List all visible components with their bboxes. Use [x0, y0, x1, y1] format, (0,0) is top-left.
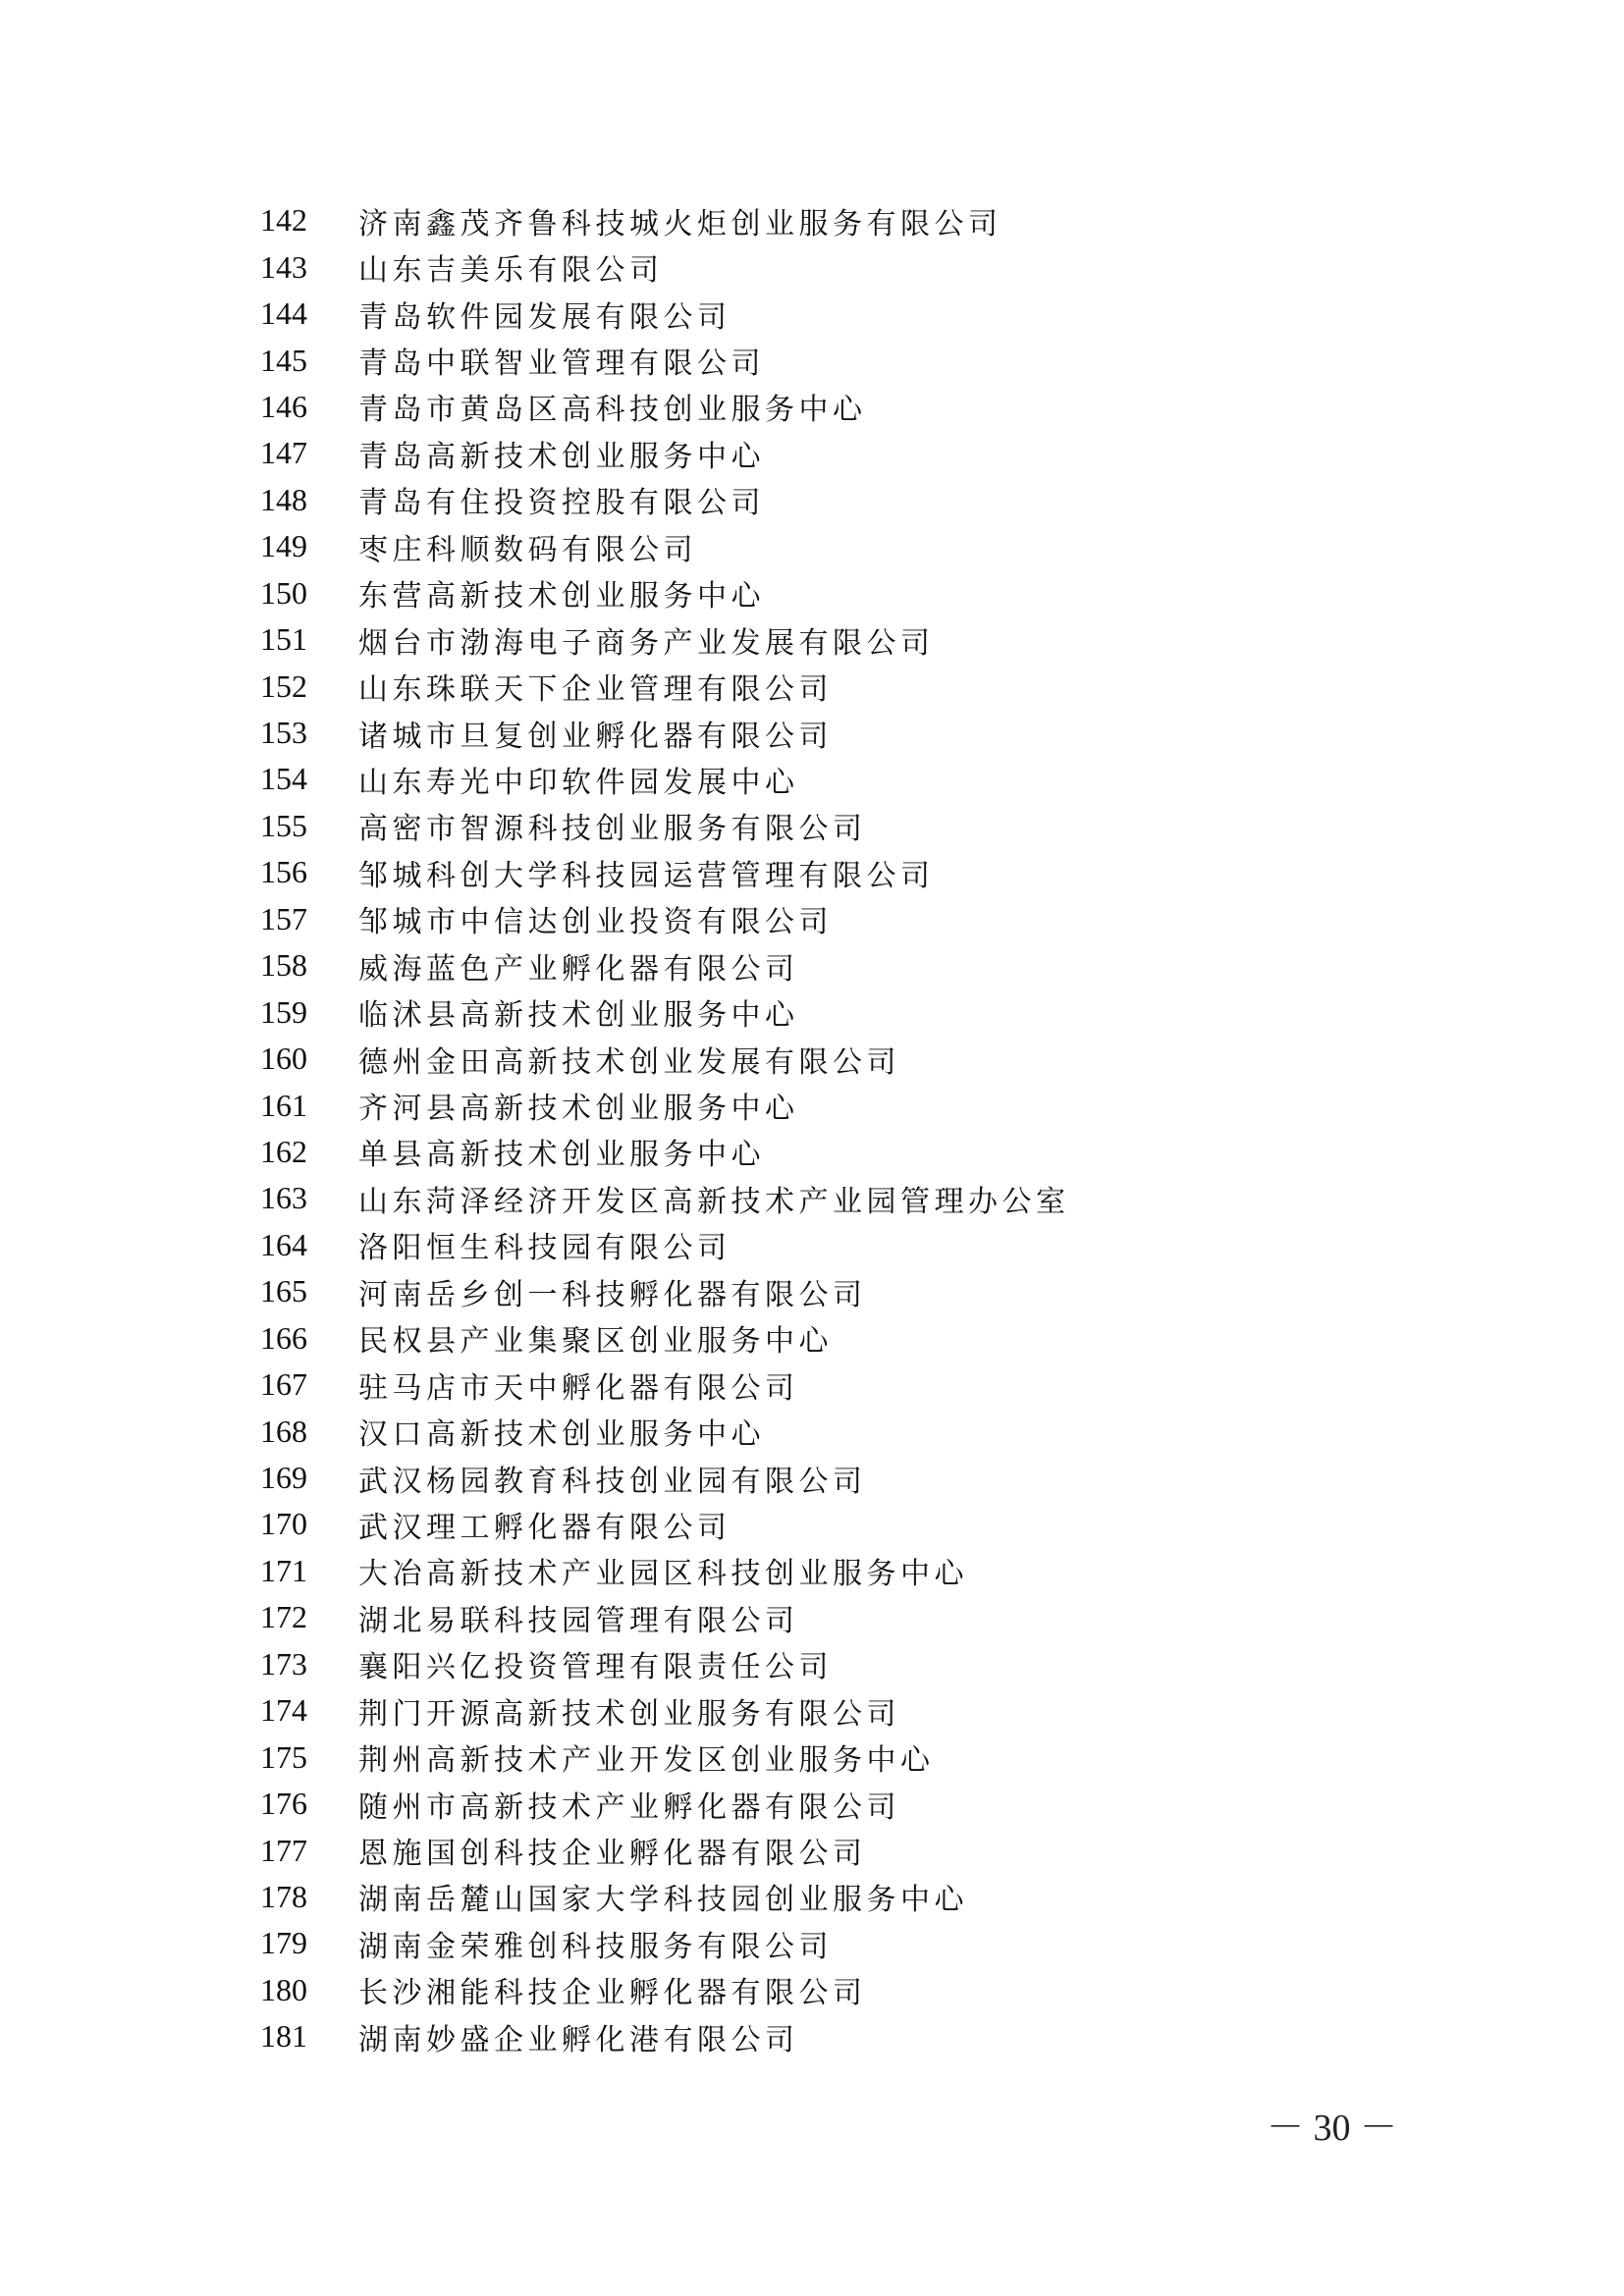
entry-number: 178: [260, 1878, 307, 1914]
entry-name: 东营高新技术创业服务中心: [358, 579, 765, 614]
entry-name: 山东珠联天下企业管理有限公司: [358, 672, 833, 708]
entry-name: 恩施国创科技企业孵化器有限公司: [358, 1837, 867, 1872]
list-item: [260, 1687, 1070, 1734]
list-item: [260, 384, 1070, 430]
entry-number: 156: [260, 854, 307, 890]
entry-number: 165: [260, 1273, 307, 1309]
entry-number: 175: [260, 1738, 307, 1775]
list-item: [260, 1594, 1070, 1640]
list-item: [260, 1920, 1070, 1966]
list-item: [260, 2013, 1070, 2059]
entry-number: 163: [260, 1180, 307, 1216]
entry-name: 湖南岳麓山国家大学科技园创业服务中心: [358, 1883, 968, 1918]
list-item: [260, 1781, 1070, 1827]
list-item: [260, 1641, 1070, 1687]
entry-name: 荆门开源高新技术创业服务有限公司: [358, 1696, 900, 1732]
entry-name: 齐河县高新技术创业服务中心: [358, 1092, 799, 1127]
entry-name: 湖南金荣雅创科技服务有限公司: [358, 1929, 833, 1964]
entry-name: 青岛软件园发展有限公司: [358, 299, 731, 335]
entry-number: 150: [260, 574, 307, 611]
list-item: [260, 1362, 1070, 1408]
entry-number: 143: [260, 248, 307, 285]
entry-name: 临沭县高新技术创业服务中心: [358, 998, 799, 1034]
entry-number: 167: [260, 1366, 307, 1403]
entry-name: 青岛有住投资控股有限公司: [358, 486, 765, 521]
entry-name: 湖北易联科技园管理有限公司: [358, 1603, 799, 1638]
page-number: － 30 －: [1267, 2108, 1398, 2149]
entry-number: 180: [260, 1971, 307, 2007]
entry-number: 155: [260, 807, 307, 843]
entry-number: 173: [260, 1645, 307, 1682]
list-item: [260, 1967, 1070, 2013]
entry-number: 179: [260, 1925, 307, 1961]
entry-name: 汉口高新技术创业服务中心: [358, 1417, 765, 1453]
entry-number: 154: [260, 761, 307, 797]
entry-number: 151: [260, 621, 307, 658]
entry-number: 164: [260, 1226, 307, 1262]
entry-name: 随州市高新技术产业孵化器有限公司: [358, 1789, 900, 1825]
list-item: [260, 1082, 1070, 1128]
entry-number: 158: [260, 947, 307, 984]
entry-name: 烟台市渤海电子商务产业发展有限公司: [358, 625, 935, 661]
list-item: [260, 942, 1070, 988]
list-item: [260, 430, 1070, 476]
entry-name: 襄阳兴亿投资管理有限责任公司: [358, 1650, 833, 1685]
list-item: [260, 570, 1070, 616]
entry-number: 166: [260, 1319, 307, 1356]
list-item: [260, 1827, 1070, 1873]
entry-number: 177: [260, 1832, 307, 1868]
list-item: [260, 663, 1070, 709]
entry-name: 单县高新技术创业服务中心: [358, 1138, 765, 1173]
list-item: [260, 1175, 1070, 1221]
list-item: [260, 1036, 1070, 1082]
entry-name: 青岛市黄岛区高科技创业服务中心: [358, 393, 867, 428]
list-item: [260, 197, 1070, 243]
list-item: [260, 1734, 1070, 1780]
entry-name: 青岛高新技术创业服务中心: [358, 439, 765, 474]
list-item: [260, 1548, 1070, 1594]
list-item: [260, 756, 1070, 802]
list-item: [260, 1315, 1070, 1362]
entry-name: 驻马店市天中孵化器有限公司: [358, 1370, 799, 1406]
list-item: [260, 988, 1070, 1035]
entry-name: 威海蓝色产业孵化器有限公司: [358, 951, 799, 987]
list-item: [260, 337, 1070, 383]
entry-name: 山东吉美乐有限公司: [358, 253, 664, 289]
list-item: [260, 1129, 1070, 1175]
entry-number: 162: [260, 1133, 307, 1169]
entry-name: 高密市智源科技创业服务有限公司: [358, 812, 867, 847]
list-item: [260, 616, 1070, 663]
list-item: [260, 1874, 1070, 1920]
entry-number: 161: [260, 1087, 307, 1123]
entry-name: 荆州高新技术产业开发区创业服务中心: [358, 1743, 935, 1779]
entry-number: 172: [260, 1599, 307, 1635]
list-item: [260, 1501, 1070, 1547]
entry-number: 152: [260, 667, 307, 704]
entry-name: 长沙湘能科技企业孵化器有限公司: [358, 1976, 867, 2011]
entry-name: 武汉杨园教育科技创业园有限公司: [358, 1464, 867, 1499]
entry-name: 洛阳恒生科技园有限公司: [358, 1231, 731, 1266]
list-item: [260, 896, 1070, 942]
entry-number: 174: [260, 1692, 307, 1729]
entry-number: 181: [260, 2018, 307, 2055]
list-item: [260, 523, 1070, 569]
entry-name: 诸城市旦复创业孵化器有限公司: [358, 719, 833, 754]
list-item: [260, 1455, 1070, 1501]
entry-number: 159: [260, 993, 307, 1030]
entry-number: 146: [260, 388, 307, 424]
entry-name: 邹城市中信达创业投资有限公司: [358, 905, 833, 940]
entry-name: 河南岳乡创一科技孵化器有限公司: [358, 1277, 867, 1312]
entry-name: 湖南妙盛企业孵化港有限公司: [358, 2022, 799, 2057]
list-item: [260, 1268, 1070, 1314]
entry-name: 邹城科创大学科技园运营管理有限公司: [358, 858, 935, 893]
entry-number: 168: [260, 1413, 307, 1449]
list-item: [260, 291, 1070, 337]
entry-name: 山东菏泽经济开发区高新技术产业园管理办公室: [358, 1184, 1070, 1219]
entry-name: 山东寿光中印软件园发展中心: [358, 765, 799, 800]
entry-number: 142: [260, 202, 307, 239]
entry-number: 145: [260, 342, 307, 378]
entry-name: 武汉理工孵化器有限公司: [358, 1510, 731, 1545]
entry-name: 德州金田高新技术创业发展有限公司: [358, 1044, 900, 1080]
entry-number: 148: [260, 481, 307, 517]
entry-number: 147: [260, 435, 307, 471]
entry-number: 170: [260, 1506, 307, 1542]
entry-number: 153: [260, 715, 307, 751]
list-item: [260, 710, 1070, 756]
list-item: [260, 803, 1070, 849]
entry-number: 169: [260, 1460, 307, 1496]
entry-name: 枣庄科顺数码有限公司: [358, 532, 697, 567]
list-item: [260, 477, 1070, 523]
list-item: [260, 1222, 1070, 1268]
entry-number: 144: [260, 295, 307, 332]
entry-number: 176: [260, 1786, 307, 1822]
list-item: [260, 1408, 1070, 1454]
incubator-list: [260, 197, 1070, 2060]
entry-name: 济南鑫茂齐鲁科技城火炬创业服务有限公司: [358, 206, 1002, 241]
list-item: [260, 849, 1070, 895]
entry-number: 149: [260, 528, 307, 564]
entry-number: 160: [260, 1041, 307, 1077]
list-item: [260, 243, 1070, 290]
entry-name: 民权县产业集聚区创业服务中心: [358, 1324, 833, 1360]
entry-number: 157: [260, 900, 307, 936]
entry-number: 171: [260, 1552, 307, 1588]
entry-name: 大冶高新技术产业园区科技创业服务中心: [358, 1557, 968, 1592]
entry-name: 青岛中联智业管理有限公司: [358, 347, 765, 382]
